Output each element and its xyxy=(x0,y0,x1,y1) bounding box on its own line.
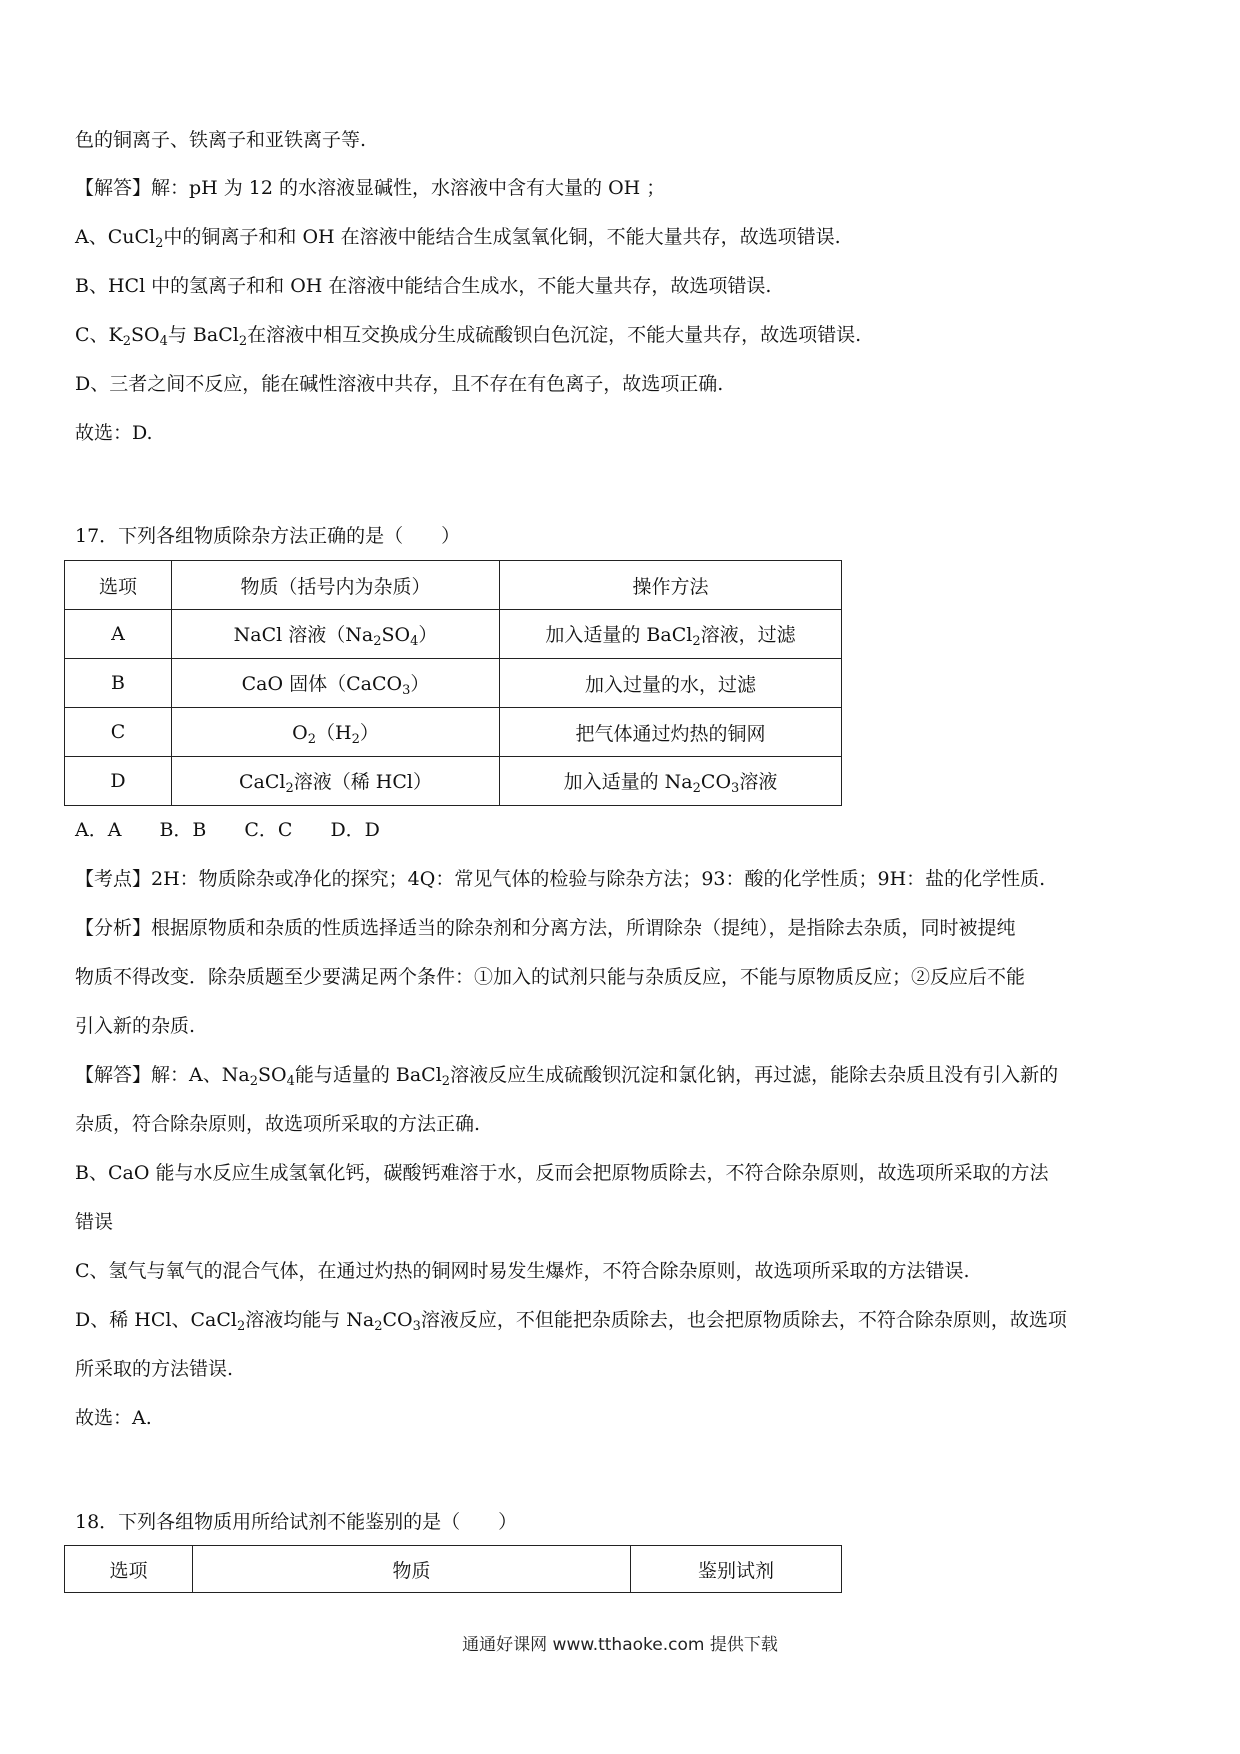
substance-cell: CaCl$_2$溶液（稀 HCl） xyxy=(172,757,500,806)
choices-line: A．A B．B C．C D．D xyxy=(75,819,380,841)
text-line: 【解答】解：pH 为 12 的水溶液显碱性，水溶液中含有大量的 OH ； xyxy=(75,177,666,199)
solution-line: C、氢气与氧气的混合气体，在通过灼热的铜网时易发生爆炸，不符合除杂原则，故选项所采取的方法错误. xyxy=(75,1260,970,1282)
question-17-title: 17．下列各组物质除杂方法正确的是（ ） xyxy=(75,525,461,547)
substance-cell: NaCl 溶液$(Na_2SO_4)$ xyxy=(172,610,500,659)
method-cell: 把气体通过灼热的铜网 xyxy=(500,708,842,757)
table-header-cell: 选项 xyxy=(65,561,172,610)
solution-line: 【解答】解：A、$Na_2SO_4$能与适量的 BaCl$_2$溶液反应生成硫酸钡沉淀和氯化钠，再过滤，能除去杂质且没有引入新的 xyxy=(75,1064,1059,1089)
table-row xyxy=(65,610,842,659)
table-row xyxy=(65,757,842,806)
analysis-line: 【分析】根据原物质和杂质的性质选择适当的除杂剂和分离方法，所谓除杂（提纯），是指除去杂质，同时被提纯 xyxy=(75,917,1016,939)
text-line: A、CuCl$_2$中的铜离子和和 OH 在溶液中能结合生成氢氧化铜，不能大量共存，故选项错误. xyxy=(75,226,841,251)
text-line: B、HCl 中的氢离子和和 OH 在溶液中能结合生成水，不能大量共存，故选项错误. xyxy=(75,275,772,297)
q17-table xyxy=(64,560,842,806)
solution-line: D、稀 HCl、CaCl$_2$溶液均能与 $Na_2CO_3$溶液反应，不但能把杂质除去，也会把原物质除去，不符合除杂原则，故选项 xyxy=(75,1309,1067,1334)
option-cell: D xyxy=(65,757,172,806)
answer-line: 故选：A. xyxy=(75,1407,152,1429)
table-header-row xyxy=(65,1546,842,1593)
text-line: 色的铜离子、铁离子和亚铁离子等. xyxy=(75,129,367,151)
table-header-cell: 操作方法 xyxy=(500,561,842,610)
method-cell: 加入适量的 BaCl$_2$溶液，过滤 xyxy=(500,610,842,659)
answer-line: 故选：D. xyxy=(75,422,153,444)
option-cell: C xyxy=(65,708,172,757)
table-row xyxy=(65,659,842,708)
kaodian-line: 【考点】2H：物质除杂或净化的探究；4Q：常见气体的检验与除杂方法；93：酸的化学性质；9H：盐的化学性质. xyxy=(75,868,1046,890)
table-header-cell: 物质（括号内为杂质） xyxy=(172,561,500,610)
solution-line: 所采取的方法错误. xyxy=(75,1358,234,1380)
text-line: D、三者之间不反应，能在碱性溶液中共存，且不存在有色离子，故选项正确. xyxy=(75,373,724,395)
q18-table xyxy=(64,1545,842,1593)
table-header-cell: 物质 xyxy=(193,1546,631,1593)
method-cell: 加入过量的水，过滤 xyxy=(500,659,842,708)
substance-cell: $O_2(H_2)$ xyxy=(172,708,500,757)
table-row xyxy=(65,708,842,757)
page-footer: 通通好课网 www.tthaoke.com 提供下载 xyxy=(462,1635,778,1655)
analysis-line: 物质不得改变．除杂质题至少要满足两个条件：①加入的试剂只能与杂质反应，不能与原物质反应；②反应后不能 xyxy=(75,966,1026,988)
substance-cell: CaO 固体（CaCO$_3$） xyxy=(172,659,500,708)
text-line: C、$K_2SO_4$与 BaCl$_2$在溶液中相互交换成分生成硫酸钡白色沉淀，不能大量共存，故选项错误. xyxy=(75,324,862,349)
solution-line: 杂质，符合除杂原则，故选项所采取的方法正确. xyxy=(75,1113,481,1135)
table-header-cell: 鉴别试剂 xyxy=(631,1546,842,1593)
solution-line: 错误 xyxy=(75,1211,114,1233)
analysis-line: 引入新的杂质. xyxy=(75,1015,196,1037)
table-header-row xyxy=(65,561,842,610)
option-cell: A xyxy=(65,610,172,659)
method-cell: 加入适量的 $Na_2CO_3$溶液 xyxy=(500,757,842,806)
option-cell: B xyxy=(65,659,172,708)
table-header-cell: 选项 xyxy=(65,1546,193,1593)
solution-line: B、CaO 能与水反应生成氢氧化钙，碳酸钙难溶于水，反而会把原物质除去，不符合除杂原则，故选项所采取的方法 xyxy=(75,1162,1049,1184)
question-18-title: 18．下列各组物质用所给试剂不能鉴别的是（ ） xyxy=(75,1511,518,1533)
